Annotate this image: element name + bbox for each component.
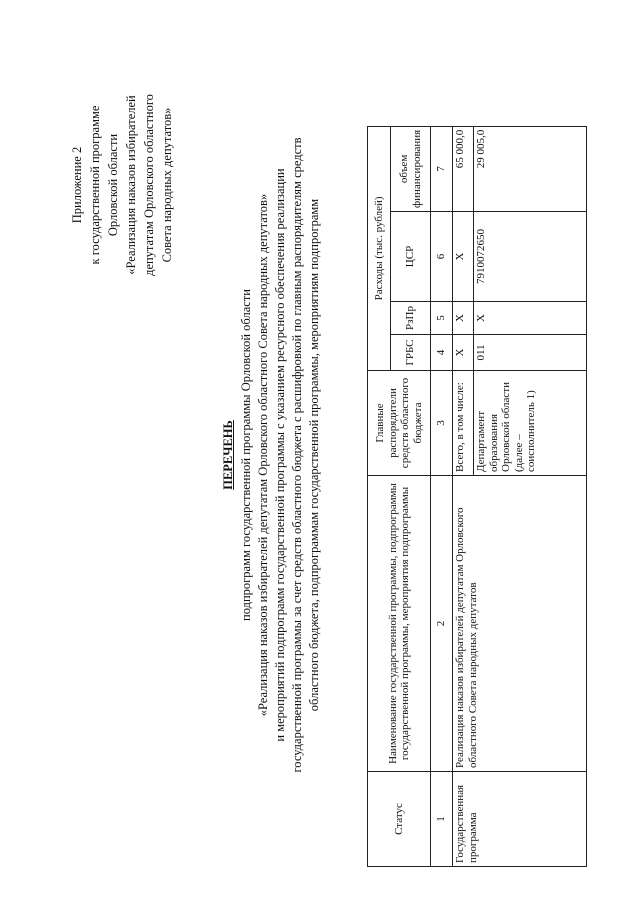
title-line: «Реализация наказов избирателей депутатам Орловского областного Совета народных депутатов» <box>256 193 270 717</box>
header-volume: объем финансирования <box>391 126 431 211</box>
cell-volume: 65 000,0 <box>453 126 474 211</box>
appendix-line: Приложение 2 <box>70 146 84 224</box>
appendix-line: Орловской области <box>106 133 120 237</box>
header-grbs: ГРБС <box>391 335 431 371</box>
cell-manager: Департамент образования Орловской области (далее – соисполнитель 1) <box>474 371 587 476</box>
column-number: 4 <box>431 335 453 371</box>
appendix-line: депутатам Орловского областного <box>142 94 156 276</box>
column-number: 2 <box>431 476 453 772</box>
cell-volume: 29 005,0 <box>474 126 587 211</box>
header-status: Статус <box>368 772 431 867</box>
column-number: 6 <box>431 212 453 302</box>
column-number: 3 <box>431 371 453 476</box>
title-line: и мероприятий подпрограмм государственной программы с указанием ресурсного обеспечения реализации <box>273 168 287 742</box>
cell-rzpr: Х <box>474 302 587 335</box>
table-row <box>453 126 474 866</box>
header-name: Наименование государственной программы, подпрограммы государственной программы, мероприятия подпрограммы <box>368 476 431 772</box>
cell-manager: Всего, в том числе: <box>453 371 474 476</box>
appendix-note <box>68 55 176 315</box>
table-header-row <box>368 126 391 866</box>
cell-csr: 7910072650 <box>474 212 587 302</box>
column-number: 5 <box>431 302 453 335</box>
appendix-line: Совета народных депутатов» <box>160 107 174 263</box>
title-line: подпрограмм государственной программы Орловской области <box>239 289 253 621</box>
appendix-line: к государственной программе <box>88 105 102 265</box>
header-rzpr: РзПр <box>391 302 431 335</box>
column-number: 1 <box>431 772 453 867</box>
header-csr: ЦСР <box>391 212 431 302</box>
cell-status: Государственная программа <box>453 772 587 867</box>
header-expenses: Расходы (тыс. рублей) <box>368 126 391 370</box>
cell-rzpr: Х <box>453 302 474 335</box>
cell-csr: Х <box>453 212 474 302</box>
title-line: государственной программы за счет средств областного бюджета с расшифровкой по главным распорядителям средств <box>290 137 304 773</box>
cell-grbs: 011 <box>474 335 587 371</box>
column-number-row <box>431 126 453 866</box>
column-number: 7 <box>431 126 453 211</box>
appendix-line: «Реализация наказов избирателей <box>124 95 138 275</box>
document-title <box>220 25 323 885</box>
cell-grbs: Х <box>453 335 474 371</box>
header-managers: Главные распорядители средств областного бюджета <box>368 371 431 476</box>
cell-name: Реализация наказов избирателей депутатам Орловского областного Совета народных депутатов <box>453 476 587 772</box>
title-heading: ПЕРЕЧЕНЬ <box>221 420 235 490</box>
program-table <box>367 126 587 867</box>
title-line: областного бюджета, подпрограммам государственной программы, мероприятиям подпрограмм <box>307 198 321 712</box>
